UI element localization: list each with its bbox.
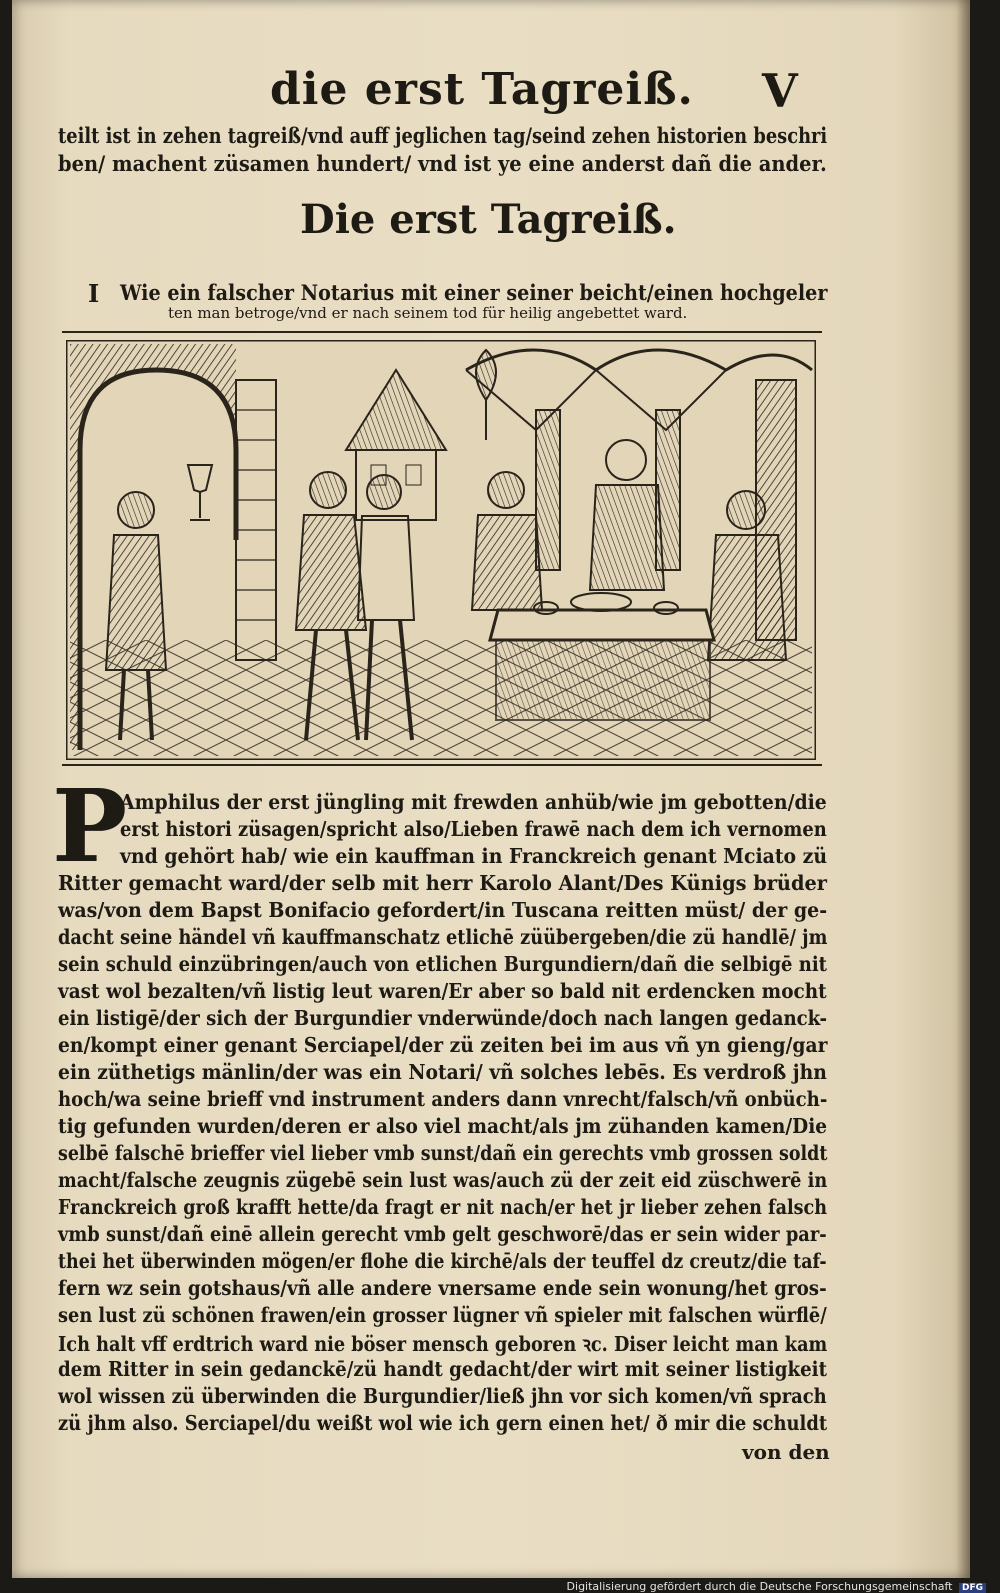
text-line: vmb sunst/dañ einē allein gerecht vmb gelt geschworē/das er sein wider par- [58, 1222, 827, 1246]
digitization-credit [567, 1580, 986, 1593]
credit-text: Digitalisierung gefördert durch die Deutsche Forschungsgemeinschaft [566, 1580, 953, 1593]
text-line: zü jhm also. Serciapel/du weißt wol wie ich gern einen het/ ð mir die schuldt [58, 1411, 828, 1435]
text-line: tig gefunden wurden/deren er also viel macht/als jm zühanden kamen/Die [58, 1114, 828, 1138]
text-line: Ritter gemacht ward/der selb mit herr Karolo Alant/Des Künigs brüder [58, 871, 827, 895]
text-line: was/von dem Bapst Bonifacio gefordert/in Tuscana reitten müst/ der ge- [58, 898, 828, 922]
text-line: hoch/wa seine brieff vnd instrument anders dann vnrecht/falsch/vñ onbüch- [58, 1087, 828, 1111]
text-line: wol wissen zü überwinden die Burgundier/ließ jhn vor sich komen/vñ sprach [58, 1384, 827, 1408]
intro-line: teilt ist in zehen tagreiß/vnd auff jeglichen tag/seind zehen historien beschri [58, 124, 828, 149]
text-line: Amphilus der erst jüngling mit frewden anhüb/wie jm gebotten/die [120, 790, 827, 814]
text-line: vnd gehört hab/ wie ein kauffman in Franckreich genant Mciato zü [120, 844, 828, 868]
text-line: ein züthetigs mänlin/der was ein Notari/ vñ solches lebēs. Es verdroß jhn [58, 1060, 827, 1084]
text-line: sen lust zü schönen frawen/ein grosser lügner vñ spieler mit falschen würflē/ [58, 1303, 827, 1327]
page-header [12, 64, 970, 128]
text-line: Ich halt vff erdtrich ward nie böser mensch geboren ꝛc. Diser leicht man kam [58, 1332, 828, 1356]
history-heading-line: ten man betroge/vnd er nach seinem tod für heilig angebettet ward. [168, 304, 688, 322]
text-line: erst histori züsagen/spricht also/Lieben frawē nach dem ich vernomen [120, 817, 827, 841]
rule-bottom [62, 764, 822, 766]
text-line: fern wz sein gotshaus/vñ alle andere vnersame ende sein wonung/het gros- [58, 1276, 827, 1300]
folio-number: V [762, 64, 798, 118]
intro-line: ben/ machent züsamen hundert/ vnd ist ye eine anderst dañ die ander. [58, 152, 827, 177]
text-line: thei het überwinden mögen/er flohe die kirchē/als der teuffel dz creutz/die taf- [58, 1249, 827, 1273]
catchword: von den [742, 1440, 830, 1464]
text-line: ein listigē/der sich der Burgundier vnderwünde/doch nach langen gedanck- [58, 1006, 828, 1030]
drop-capital: P [52, 767, 128, 885]
day-title: Die erst Tagreiß. [300, 196, 677, 243]
history-heading-line: Wie ein falscher Notarius mit einer seiner beicht/einen hochgeler [120, 280, 828, 305]
history-number: I [88, 279, 100, 308]
text-line: vast wol bezalten/vñ listig leut waren/Er aber so bald nit erdencken mocht [58, 979, 827, 1003]
rule-top [62, 331, 822, 333]
woodcut-illustration [66, 340, 816, 760]
text-line: selbē falschē brieffer viel lieber vmb sunst/dañ ein gerechts vmb grossen soldt [58, 1141, 828, 1165]
text-line: Franckreich groß krafft hette/da fragt er nit nach/er het jr lieber zehen falsch [58, 1195, 828, 1219]
book-page [12, 0, 970, 1578]
text-line: macht/falsche zeugnis zügebē sein lust was/auch zü der zeit eid züschwerē in [58, 1168, 828, 1192]
text-line: dem Ritter in sein gedanckē/zü handt gedacht/der wirt mit seiner listigkeit [58, 1357, 828, 1381]
text-line: en/kompt einer genant Serciapel/der zü zeiten bei im aus vñ yn gieng/gar [58, 1033, 828, 1057]
text-line: dacht seine händel vñ kauffmanschatz etlichē züübergeben/die zü handlē/ jm [58, 925, 828, 949]
text-line: sein schuld einzübringen/auch von etlichen Burgundiern/dañ die selbigē nit [58, 952, 827, 976]
running-head: die erst Tagreiß. [270, 64, 694, 115]
dfg-logo[interactable]: DFG [959, 1583, 986, 1593]
